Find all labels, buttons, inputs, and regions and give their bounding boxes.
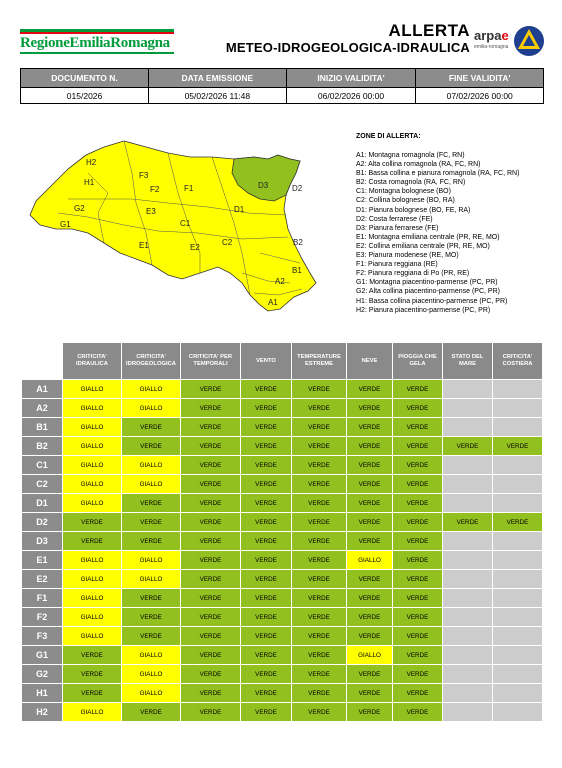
- alert-level-cell: GIALLO: [63, 589, 122, 608]
- alert-level-cell: GIALLO: [122, 646, 181, 665]
- alert-level-cell: VERDE: [292, 589, 347, 608]
- alert-level-cell: VERDE: [241, 456, 292, 475]
- map-label-c1: C1: [180, 219, 191, 228]
- alert-level-cell: VERDE: [292, 684, 347, 703]
- alert-column-header: CRITICITA' PER TEMPORALI: [181, 343, 241, 380]
- alert-level-cell: GIALLO: [63, 437, 122, 456]
- alert-level-cell: VERDE: [181, 399, 241, 418]
- table-row: [22, 532, 543, 551]
- legend-item: D2: Costa ferrarese (FE): [356, 215, 433, 223]
- not-applicable-cell: [493, 475, 543, 494]
- map-label-e1: E1: [139, 241, 149, 250]
- zone-label: E2: [22, 570, 63, 589]
- alert-level-cell: GIALLO: [122, 380, 181, 399]
- map-label-h1: H1: [84, 178, 95, 187]
- alert-level-cell: GIALLO: [63, 399, 122, 418]
- page-title: ALLERTA: [388, 21, 470, 40]
- alert-level-cell: VERDE: [393, 513, 443, 532]
- alert-level-cell: GIALLO: [122, 684, 181, 703]
- alert-level-cell: VERDE: [393, 627, 443, 646]
- alert-level-cell: VERDE: [292, 437, 347, 456]
- alert-level-cell: VERDE: [122, 627, 181, 646]
- alert-level-cell: VERDE: [347, 684, 393, 703]
- alert-column-header: PIOGGIA CHE GELA: [393, 343, 443, 380]
- legend-item: E2: Collina emiliana centrale (PR, RE, MO): [356, 242, 490, 250]
- alert-level-cell: VERDE: [241, 418, 292, 437]
- alert-level-cell: VERDE: [63, 684, 122, 703]
- not-applicable-cell: [493, 703, 543, 722]
- alert-level-cell: VERDE: [347, 665, 393, 684]
- map-label-d1: D1: [234, 205, 245, 214]
- not-applicable-cell: [493, 551, 543, 570]
- map-label-h2: H2: [86, 158, 97, 167]
- legend-item: F2: Pianura reggiana di Po (PR, RE): [356, 270, 470, 278]
- alert-level-cell: VERDE: [63, 532, 122, 551]
- not-applicable-cell: [443, 399, 493, 418]
- alert-level-cell: VERDE: [393, 532, 443, 551]
- alert-level-cell: VERDE: [181, 532, 241, 551]
- alert-level-cell: VERDE: [241, 380, 292, 399]
- alert-level-cell: GIALLO: [63, 551, 122, 570]
- table-row: [22, 646, 543, 665]
- not-applicable-cell: [493, 570, 543, 589]
- alert-level-cell: VERDE: [292, 665, 347, 684]
- not-applicable-cell: [493, 665, 543, 684]
- alert-level-cell: VERDE: [241, 475, 292, 494]
- alert-level-cell: VERDE: [347, 570, 393, 589]
- info-header-emission: DATA EMISSIONE: [149, 69, 287, 88]
- civil-protection-icon: [513, 25, 545, 57]
- alert-level-cell: VERDE: [347, 513, 393, 532]
- alert-level-cell: GIALLO: [63, 494, 122, 513]
- alert-level-cell: VERDE: [493, 437, 543, 456]
- logo-underline: [20, 52, 174, 54]
- alert-level-cell: VERDE: [241, 532, 292, 551]
- arpae-logo-a: arpa: [474, 28, 502, 43]
- alert-level-cell: VERDE: [181, 589, 241, 608]
- alert-level-cell: VERDE: [181, 380, 241, 399]
- alert-level-cell: VERDE: [181, 570, 241, 589]
- alert-level-cell: VERDE: [443, 437, 493, 456]
- map-label-e2: E2: [190, 243, 200, 252]
- alert-level-cell: VERDE: [241, 437, 292, 456]
- not-applicable-cell: [443, 646, 493, 665]
- alert-column-header: CRITICITA' COSTIERA: [493, 343, 543, 380]
- not-applicable-cell: [443, 494, 493, 513]
- alert-level-cell: VERDE: [241, 665, 292, 684]
- legend-item: E1: Montagna emiliana centrale (PR, RE, MO): [356, 233, 500, 241]
- table-row: [22, 665, 543, 684]
- table-row: [22, 684, 543, 703]
- zone-label: B1: [22, 418, 63, 437]
- zone-label: F3: [22, 627, 63, 646]
- document-info-table: [20, 68, 544, 104]
- alert-level-cell: VERDE: [292, 418, 347, 437]
- not-applicable-cell: [493, 399, 543, 418]
- table-row: [22, 456, 543, 475]
- alert-level-cell: VERDE: [292, 380, 347, 399]
- alert-level-cell: VERDE: [347, 418, 393, 437]
- alert-level-cell: VERDE: [181, 665, 241, 684]
- map-label-f2: F2: [150, 185, 160, 194]
- legend-item: H2: Pianura piacentino-parmense (PC, PR): [356, 306, 491, 314]
- legend-item: C1: Montagna bolognese (BO): [356, 188, 451, 196]
- map-label-d2: D2: [292, 184, 303, 193]
- alert-level-cell: VERDE: [241, 627, 292, 646]
- table-row: [22, 418, 543, 437]
- alert-level-cell: VERDE: [241, 646, 292, 665]
- legend-item: A2: Alta collina romagnola (RA, FC, RN): [356, 161, 481, 169]
- alert-table-header: [22, 343, 543, 380]
- legend-title: ZONE DI ALLERTA:: [356, 133, 421, 140]
- alert-level-cell: VERDE: [241, 570, 292, 589]
- alert-level-cell: VERDE: [292, 494, 347, 513]
- alert-level-cell: GIALLO: [63, 627, 122, 646]
- alert-level-cell: VERDE: [347, 589, 393, 608]
- zone-label: A1: [22, 380, 63, 399]
- alert-level-cell: VERDE: [292, 399, 347, 418]
- alert-level-cell: GIALLO: [347, 551, 393, 570]
- alert-level-cell: VERDE: [393, 608, 443, 627]
- table-row: [22, 399, 543, 418]
- not-applicable-cell: [493, 589, 543, 608]
- not-applicable-cell: [443, 627, 493, 646]
- map-label-a1: A1: [268, 298, 278, 307]
- not-applicable-cell: [443, 665, 493, 684]
- table-row: [22, 475, 543, 494]
- alert-level-cell: GIALLO: [63, 418, 122, 437]
- not-applicable-cell: [493, 418, 543, 437]
- map-label-g1: G1: [60, 220, 71, 229]
- alert-level-cell: VERDE: [241, 551, 292, 570]
- region-logo: RegioneEmiliaRomagna: [20, 35, 170, 51]
- alert-level-cell: VERDE: [347, 532, 393, 551]
- alert-level-cell: VERDE: [181, 475, 241, 494]
- table-row: [22, 380, 543, 399]
- zone-label: C2: [22, 475, 63, 494]
- not-applicable-cell: [493, 627, 543, 646]
- alert-level-cell: VERDE: [122, 532, 181, 551]
- alert-level-cell: VERDE: [292, 703, 347, 722]
- zone-label: C1: [22, 456, 63, 475]
- table-row: [22, 570, 543, 589]
- alert-level-cell: GIALLO: [63, 703, 122, 722]
- not-applicable-cell: [493, 684, 543, 703]
- alert-level-cell: VERDE: [241, 494, 292, 513]
- alert-column-header: NEVE: [347, 343, 393, 380]
- alert-level-cell: VERDE: [241, 684, 292, 703]
- logo-stripe-red: [20, 32, 174, 34]
- alert-level-cell: VERDE: [347, 494, 393, 513]
- zone-label: E1: [22, 551, 63, 570]
- alert-level-cell: VERDE: [63, 665, 122, 684]
- alert-level-cell: GIALLO: [347, 646, 393, 665]
- legend-item: B2: Costa romagnola (RA, FC, RN): [356, 179, 466, 187]
- alert-level-cell: VERDE: [122, 608, 181, 627]
- info-document-number: 015/2026: [21, 88, 149, 104]
- alert-column-header: CRITICITA' IDROGEOLOGICA: [122, 343, 181, 380]
- map-label-c2: C2: [222, 238, 233, 247]
- not-applicable-cell: [493, 456, 543, 475]
- alert-level-cell: GIALLO: [63, 380, 122, 399]
- legend-item: H1: Bassa collina piacentino-parmense (PC, PR): [356, 297, 508, 305]
- alert-level-cell: VERDE: [493, 513, 543, 532]
- alert-level-cell: GIALLO: [63, 608, 122, 627]
- zone-label: D3: [22, 532, 63, 551]
- table-row: [22, 437, 543, 456]
- not-applicable-cell: [443, 570, 493, 589]
- alert-table: [21, 342, 543, 722]
- table-row: [22, 589, 543, 608]
- alert-table-body: [22, 380, 543, 722]
- alert-level-cell: VERDE: [122, 437, 181, 456]
- alert-level-cell: VERDE: [292, 646, 347, 665]
- alert-level-cell: VERDE: [241, 608, 292, 627]
- alert-level-cell: VERDE: [181, 513, 241, 532]
- alert-level-cell: GIALLO: [122, 399, 181, 418]
- alert-level-cell: VERDE: [393, 418, 443, 437]
- alert-level-cell: VERDE: [393, 684, 443, 703]
- zone-label: D2: [22, 513, 63, 532]
- alert-level-cell: VERDE: [241, 703, 292, 722]
- alert-level-cell: VERDE: [181, 437, 241, 456]
- alert-level-cell: VERDE: [292, 551, 347, 570]
- alert-level-cell: GIALLO: [63, 475, 122, 494]
- alert-level-cell: VERDE: [122, 494, 181, 513]
- map-label-b1: B1: [292, 266, 302, 275]
- alert-level-cell: VERDE: [181, 551, 241, 570]
- not-applicable-cell: [443, 418, 493, 437]
- alert-level-cell: VERDE: [347, 437, 393, 456]
- alert-level-cell: VERDE: [181, 684, 241, 703]
- alert-level-cell: VERDE: [347, 475, 393, 494]
- alert-column-header: TEMPERATURE ESTREME: [292, 343, 347, 380]
- alert-column-header: CRITICITA' IDRAULICA: [63, 343, 122, 380]
- alert-level-cell: VERDE: [393, 551, 443, 570]
- legend-item: G2: Alta collina piacentino-parmense (PC, PR): [356, 288, 500, 296]
- map-label-e3: E3: [146, 207, 156, 216]
- table-row: [22, 703, 543, 722]
- alert-zones-map: [28, 133, 340, 321]
- not-applicable-cell: [443, 608, 493, 627]
- not-applicable-cell: [443, 456, 493, 475]
- info-header-document: DOCUMENTO N.: [21, 69, 149, 88]
- legend-item: G1: Montagna piacentino-parmense (PC, PR): [356, 279, 498, 287]
- alert-level-cell: VERDE: [393, 494, 443, 513]
- alert-level-cell: VERDE: [393, 589, 443, 608]
- alert-level-cell: GIALLO: [122, 665, 181, 684]
- map-label-b2: B2: [293, 238, 303, 247]
- page-subtitle: METEO-IDROGEOLOGICA-IDRAULICA: [225, 40, 470, 55]
- alert-level-cell: VERDE: [181, 703, 241, 722]
- not-applicable-cell: [493, 532, 543, 551]
- not-applicable-cell: [443, 589, 493, 608]
- alert-level-cell: VERDE: [241, 399, 292, 418]
- not-applicable-cell: [443, 380, 493, 399]
- alert-level-cell: VERDE: [393, 665, 443, 684]
- zone-label: G2: [22, 665, 63, 684]
- alert-level-cell: VERDE: [292, 627, 347, 646]
- alert-level-cell: VERDE: [393, 437, 443, 456]
- info-header-end: FINE VALIDITA': [416, 69, 544, 88]
- zone-label: B2: [22, 437, 63, 456]
- alert-level-cell: VERDE: [63, 646, 122, 665]
- alert-level-cell: VERDE: [181, 494, 241, 513]
- not-applicable-cell: [443, 532, 493, 551]
- alert-level-cell: VERDE: [393, 456, 443, 475]
- alert-level-cell: VERDE: [292, 513, 347, 532]
- alert-level-cell: GIALLO: [122, 456, 181, 475]
- alert-level-cell: VERDE: [443, 513, 493, 532]
- alert-level-cell: VERDE: [292, 456, 347, 475]
- zone-label: D1: [22, 494, 63, 513]
- arpae-logo-subtext: emilia-romagna: [474, 44, 509, 50]
- alert-column-header: VENTO: [241, 343, 292, 380]
- table-row: [22, 494, 543, 513]
- not-applicable-cell: [443, 703, 493, 722]
- alert-level-cell: VERDE: [393, 475, 443, 494]
- legend-item: A1: Montagna romagnola (FC, RN): [356, 152, 465, 159]
- table-row: [22, 551, 543, 570]
- alert-level-cell: VERDE: [347, 627, 393, 646]
- not-applicable-cell: [493, 608, 543, 627]
- table-row: [22, 513, 543, 532]
- legend-zone-list: [356, 151, 519, 315]
- legend-item: B1: Bassa collina e pianura romagnola (RA, FC, RN): [356, 170, 520, 178]
- alert-level-cell: VERDE: [393, 703, 443, 722]
- alert-level-cell: VERDE: [347, 608, 393, 627]
- alert-level-cell: VERDE: [393, 399, 443, 418]
- legend-item: D3: Pianura ferrarese (FE): [356, 224, 439, 232]
- alert-level-cell: VERDE: [181, 646, 241, 665]
- legend-item: F1: Pianura reggiana (RE): [356, 261, 438, 269]
- info-header-start: INIZIO VALIDITA': [286, 69, 416, 88]
- alert-level-cell: VERDE: [292, 608, 347, 627]
- alert-level-cell: VERDE: [241, 589, 292, 608]
- not-applicable-cell: [493, 494, 543, 513]
- alert-level-cell: VERDE: [181, 456, 241, 475]
- alert-level-cell: VERDE: [347, 380, 393, 399]
- alert-level-cell: VERDE: [181, 608, 241, 627]
- alert-level-cell: VERDE: [122, 703, 181, 722]
- map-label-f3: F3: [139, 171, 149, 180]
- alert-level-cell: VERDE: [393, 570, 443, 589]
- alert-level-cell: VERDE: [122, 589, 181, 608]
- alert-level-cell: GIALLO: [122, 551, 181, 570]
- alert-level-cell: GIALLO: [63, 570, 122, 589]
- alert-level-cell: GIALLO: [122, 475, 181, 494]
- alert-level-cell: VERDE: [292, 570, 347, 589]
- alert-level-cell: VERDE: [347, 703, 393, 722]
- not-applicable-cell: [493, 380, 543, 399]
- info-start-date: 06/02/2026 00:00: [286, 88, 416, 104]
- alert-level-cell: VERDE: [122, 418, 181, 437]
- legend-item: D1: Pianura bolognese (BO, FE, RA): [356, 206, 471, 214]
- alert-level-cell: VERDE: [393, 380, 443, 399]
- alert-level-cell: VERDE: [347, 399, 393, 418]
- alert-level-cell: GIALLO: [63, 456, 122, 475]
- not-applicable-cell: [443, 551, 493, 570]
- zone-label: G1: [22, 646, 63, 665]
- alert-level-cell: VERDE: [63, 513, 122, 532]
- zone-label: H2: [22, 703, 63, 722]
- alert-level-cell: GIALLO: [122, 570, 181, 589]
- alert-level-cell: VERDE: [122, 513, 181, 532]
- map-label-g2: G2: [74, 204, 85, 213]
- map-label-f1: F1: [184, 184, 194, 193]
- table-row: [22, 627, 543, 646]
- alert-level-cell: VERDE: [292, 532, 347, 551]
- alert-level-cell: VERDE: [347, 456, 393, 475]
- zone-label: H1: [22, 684, 63, 703]
- alert-level-cell: VERDE: [181, 418, 241, 437]
- arpae-logo: [474, 28, 509, 43]
- zone-label: A2: [22, 399, 63, 418]
- table-row: [22, 608, 543, 627]
- info-end-date: 07/02/2026 00:00: [416, 88, 544, 104]
- info-emission-date: 05/02/2026 11:48: [149, 88, 287, 104]
- zone-label: F1: [22, 589, 63, 608]
- alert-level-cell: VERDE: [292, 475, 347, 494]
- not-applicable-cell: [443, 684, 493, 703]
- legend-item: E3: Pianura modenese (RE, MO): [356, 252, 459, 260]
- alert-header-corner: [22, 343, 63, 380]
- alert-level-cell: VERDE: [181, 627, 241, 646]
- legend-item: C2: Collina bolognese (BO, RA): [356, 197, 455, 205]
- map-label-d3: D3: [258, 181, 269, 190]
- not-applicable-cell: [493, 646, 543, 665]
- alert-level-cell: VERDE: [241, 513, 292, 532]
- alert-level-cell: VERDE: [393, 646, 443, 665]
- alert-column-header: STATO DEL MARE: [443, 343, 493, 380]
- arpae-logo-e: e: [501, 28, 509, 43]
- not-applicable-cell: [443, 475, 493, 494]
- map-label-a2: A2: [275, 277, 285, 286]
- zone-label: F2: [22, 608, 63, 627]
